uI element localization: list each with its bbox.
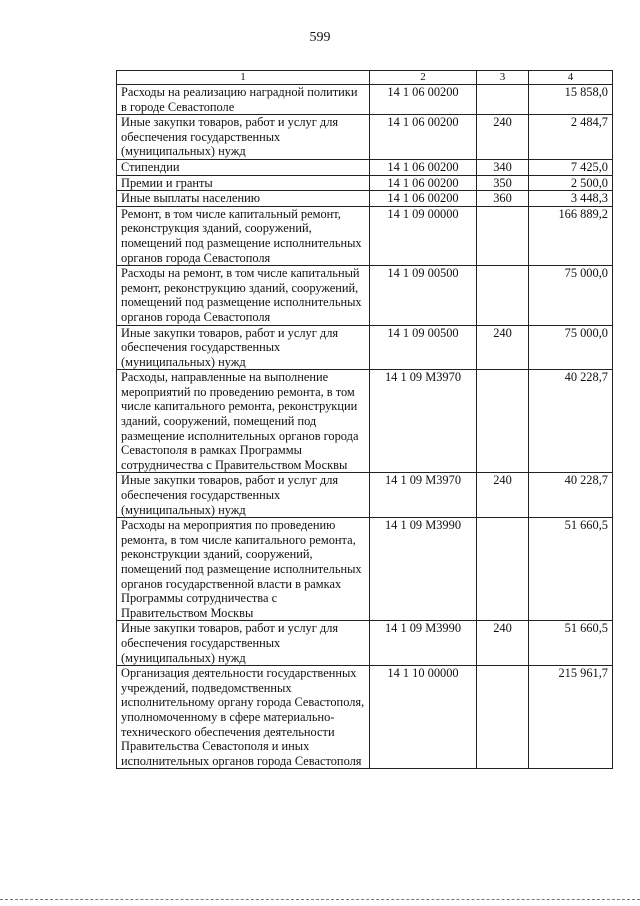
table-row <box>117 206 613 265</box>
cell-name: Премии и гранты <box>117 175 370 191</box>
cell-kind: 240 <box>477 325 529 370</box>
cell-amount: 51 660,5 <box>529 621 613 666</box>
table-row <box>117 370 613 473</box>
cell-name: Иные закупки товаров, работ и услуг для обеспечения государственных (муниципальных) нужд <box>117 325 370 370</box>
cell-name: Расходы на реализацию наградной политики в городе Севастополе <box>117 85 370 115</box>
cell-kind <box>477 266 529 325</box>
table-row <box>117 666 613 769</box>
cell-kind <box>477 85 529 115</box>
cell-code: 14 1 09 00000 <box>370 206 477 265</box>
cell-code: 14 1 10 00000 <box>370 666 477 769</box>
cell-name: Расходы, направленные на выполнение мероприятий по проведению ремонта, в том числе капитального ремонта, реконструкции зданий, сооружений, помещений под размещение исполнительных органов города Севастополя в рамках Программы сотрудничества с Правительством Москвы <box>117 370 370 473</box>
table-row <box>117 115 613 160</box>
table-row <box>117 191 613 207</box>
cell-amount: 40 228,7 <box>529 370 613 473</box>
cell-code: 14 1 09 М3990 <box>370 621 477 666</box>
cell-kind: 240 <box>477 115 529 160</box>
cell-amount: 166 889,2 <box>529 206 613 265</box>
cell-name: Стипендии <box>117 159 370 175</box>
cell-code: 14 1 06 00200 <box>370 175 477 191</box>
cell-kind <box>477 206 529 265</box>
table-row <box>117 175 613 191</box>
table-row <box>117 85 613 115</box>
cell-kind: 240 <box>477 621 529 666</box>
cell-amount: 2 500,0 <box>529 175 613 191</box>
table-row <box>117 621 613 666</box>
cell-kind: 350 <box>477 175 529 191</box>
table-row <box>117 473 613 518</box>
cell-code: 14 1 06 00200 <box>370 85 477 115</box>
cell-code: 14 1 09 00500 <box>370 325 477 370</box>
cell-code: 14 1 06 00200 <box>370 191 477 207</box>
cell-amount: 15 858,0 <box>529 85 613 115</box>
cell-name: Организация деятельности государственных учреждений, подведомственных исполнительному органу города Севастополя, уполномоченному в сфере материально-технического обеспечения деятельности Правительства Севастополя и иных исполнительных органов города Севастополя <box>117 666 370 769</box>
header-col-code: 2 <box>370 71 477 85</box>
cell-kind <box>477 370 529 473</box>
cell-kind: 340 <box>477 159 529 175</box>
cell-amount: 51 660,5 <box>529 518 613 621</box>
table-row <box>117 159 613 175</box>
cell-kind: 360 <box>477 191 529 207</box>
cell-amount: 215 961,7 <box>529 666 613 769</box>
cell-kind <box>477 518 529 621</box>
cell-code: 14 1 06 00200 <box>370 115 477 160</box>
cell-name: Расходы на ремонт, в том числе капитальный ремонт, реконструкцию зданий, сооружений, помещений под размещение исполнительных органов города Севастополя <box>117 266 370 325</box>
cell-code: 14 1 09 М3990 <box>370 518 477 621</box>
cell-amount: 7 425,0 <box>529 159 613 175</box>
header-col-name: 1 <box>117 71 370 85</box>
cell-amount: 75 000,0 <box>529 325 613 370</box>
cell-name: Ремонт, в том числе капитальный ремонт, реконструкция зданий, сооружений, помещений под размещение исполнительных органов города Севастополя <box>117 206 370 265</box>
cell-amount: 40 228,7 <box>529 473 613 518</box>
cell-name: Иные закупки товаров, работ и услуг для обеспечения государственных (муниципальных) нужд <box>117 621 370 666</box>
cell-name: Иные закупки товаров, работ и услуг для обеспечения государственных (муниципальных) нужд <box>117 115 370 160</box>
page-number: 599 <box>309 30 331 45</box>
table-row <box>117 266 613 325</box>
cell-kind <box>477 666 529 769</box>
budget-table <box>116 70 613 769</box>
cell-amount: 75 000,0 <box>529 266 613 325</box>
cell-name: Иные закупки товаров, работ и услуг для обеспечения государственных (муниципальных) нужд <box>117 473 370 518</box>
scan-edge-line <box>0 899 640 900</box>
header-col-amount: 4 <box>529 71 613 85</box>
cell-amount: 2 484,7 <box>529 115 613 160</box>
cell-name: Иные выплаты населению <box>117 191 370 207</box>
cell-kind: 240 <box>477 473 529 518</box>
table-row <box>117 325 613 370</box>
cell-name: Расходы на мероприятия по проведению ремонта, в том числе капитального ремонта, реконструкции зданий, сооружений, помещений под размещение исполнительных органов государственной власти в рамках Программы сотрудничества с Правительством Москвы <box>117 518 370 621</box>
cell-code: 14 1 09 М3970 <box>370 473 477 518</box>
cell-code: 14 1 09 00500 <box>370 266 477 325</box>
cell-code: 14 1 09 М3970 <box>370 370 477 473</box>
cell-amount: 3 448,3 <box>529 191 613 207</box>
table-header-row <box>117 71 613 85</box>
header-col-kind: 3 <box>477 71 529 85</box>
table-row <box>117 518 613 621</box>
cell-code: 14 1 06 00200 <box>370 159 477 175</box>
